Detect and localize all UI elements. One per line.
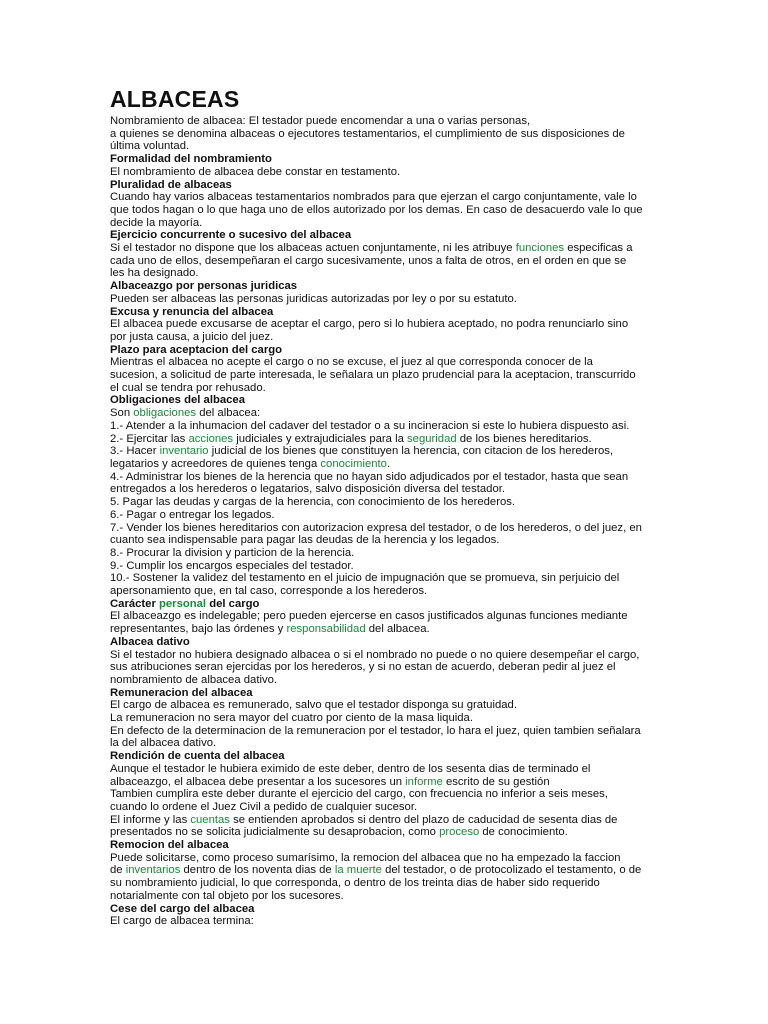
text-segment: legatarios y acreedores de quienes tenga: [110, 457, 321, 470]
text-segment: 5. Pagar las deudas y cargas de la herencia, con conocimiento de los herederos.: [110, 496, 516, 509]
section-heading: [110, 153, 660, 166]
text-segment: 3.- Hacer: [110, 445, 160, 458]
text-line: [110, 522, 660, 535]
text-segment: Pueden ser albaceas las personas juridicas autorizadas por ley o por su estatuto.: [110, 292, 517, 305]
text-line: [110, 649, 660, 662]
text-segment: 4.- Administrar los bienes de la herencia que no hayan sido adjudicados por el testador, hasta que sean: [110, 470, 629, 483]
text-segment: 7.- Vender los bienes hereditarios con autorizacion expresa del testador, o de los herederos, o del juez, en: [110, 521, 642, 534]
text-segment: de los bienes hereditarios.: [456, 432, 592, 445]
text-line: [110, 572, 660, 585]
text-line: [110, 420, 660, 433]
section-heading: [110, 839, 660, 852]
text-segment: cuando lo ordene el Juez Civil a pedido de cualquier sucesor.: [110, 800, 418, 813]
text-line: [110, 801, 660, 814]
inline-link[interactable]: seguridad: [407, 432, 457, 445]
text-line: [110, 191, 660, 204]
text-segment: Formalidad del nombramiento: [110, 153, 272, 166]
text-segment: que todos hagan o lo que haga uno de ellos autorizado por los demas. En caso de desacuerdo vale lo que: [110, 203, 643, 216]
text-line: [110, 560, 660, 573]
text-line: [110, 217, 660, 230]
text-line: [110, 166, 660, 179]
text-line: [110, 267, 660, 280]
text-segment: Carácter: [110, 597, 159, 610]
text-segment: nombramiento de albacea dativo.: [110, 673, 278, 686]
text-line: [110, 356, 660, 369]
text-line: [110, 826, 660, 839]
text-segment: especificas a: [564, 242, 633, 255]
text-segment: representantes, bajo las órdenes y: [110, 623, 287, 636]
section-heading: [110, 903, 660, 916]
text-line: [110, 674, 660, 687]
inline-link[interactable]: responsabilidad: [286, 623, 366, 636]
text-line: [110, 382, 660, 395]
text-line: [110, 776, 660, 789]
inline-link[interactable]: la muerte: [334, 864, 382, 877]
text-segment: del cargo: [206, 597, 260, 610]
text-segment: Si el testador no dispone que los albaceas actuen conjuntamente, ni les atribuye: [110, 242, 516, 255]
text-line: [110, 483, 660, 496]
text-line: [110, 877, 660, 890]
text-segment: judiciales y extrajudiciales para la: [233, 432, 408, 445]
section-heading: [110, 280, 660, 293]
text-segment: notarialmente con tal objeto por los sucesores.: [110, 889, 344, 902]
text-line: [110, 433, 660, 446]
text-segment: de: [110, 864, 126, 877]
text-segment: del albacea:: [196, 407, 261, 420]
inline-link[interactable]: funciones: [515, 242, 565, 255]
text-line: [110, 712, 660, 725]
inline-link[interactable]: inventario: [159, 445, 209, 458]
text-line: [110, 788, 660, 801]
text-line: [110, 623, 660, 636]
text-line: [110, 255, 660, 268]
text-segment: el cual se tendra por rehusado.: [110, 381, 266, 394]
text-line: [110, 496, 660, 509]
text-segment: Cese del cargo del albacea: [110, 902, 255, 915]
text-line: [110, 509, 660, 522]
text-segment: les ha designado.: [110, 267, 199, 280]
text-segment: La remuneracion no sera mayor del cuatro por ciento de la masa liquida.: [110, 712, 473, 725]
text-line: [110, 407, 660, 420]
text-line: [110, 458, 660, 471]
text-segment: la del albacea dativo.: [110, 737, 217, 750]
text-segment: Remuneracion del albacea: [110, 686, 253, 699]
section-heading: [110, 636, 660, 649]
text-segment: del testador, o de protocolizado el testamento, o de: [381, 864, 642, 877]
section-heading: [110, 394, 660, 407]
text-segment: 2.- Ejercitar las: [110, 432, 189, 445]
text-segment: 8.- Procurar la division y particion de la herencia.: [110, 546, 355, 559]
inline-link[interactable]: inventarios: [125, 864, 181, 877]
text-segment: sus atribuciones seran ejercidas por los herederos, y si no estan de acuerdo, deberan pedir al juez el: [110, 661, 616, 674]
text-segment: de conocimiento.: [479, 826, 568, 839]
text-segment: Si el testador no hubiera designado albacea o si el nombrado no puede o no quiere desempeñar el cargo,: [110, 648, 640, 661]
section-heading: [110, 179, 660, 192]
text-line: [110, 737, 660, 750]
text-line: [110, 814, 660, 827]
text-line: [110, 204, 660, 217]
text-line: [110, 699, 660, 712]
text-line: [110, 445, 660, 458]
text-segment: Albacea dativo: [110, 635, 190, 648]
text-segment: Aunque el testador le hubiera eximido de este deber, dentro de los sesenta dias de terminado el: [110, 762, 591, 775]
text-segment: última voluntad.: [110, 140, 190, 153]
text-segment: del albacea.: [365, 623, 430, 636]
text-segment: judicial de los bienes que constituyen la herencia, con citacion de los herederos,: [208, 445, 614, 458]
text-line: [110, 852, 660, 865]
text-segment: dentro de los noventa dias de: [180, 864, 335, 877]
text-segment: Pluralidad de albaceas: [110, 178, 232, 191]
text-segment: su nombramiento judicial, lo que corresponda, o dentro de los treinta dias de haber sido requerido: [110, 877, 600, 890]
text-segment: decide la mayoría.: [110, 216, 203, 229]
text-segment: Nombramiento de albacea: El testador puede encomendar a una o varias personas,: [110, 115, 531, 127]
text-segment: Rendición de cuenta del albacea: [110, 750, 285, 763]
text-line: [110, 661, 660, 674]
inline-link[interactable]: acciones: [188, 432, 234, 445]
text-line: [110, 534, 660, 547]
text-line: [110, 293, 660, 306]
text-segment: Mientras el albacea no acepte el cargo o no se excuse, el juez al que corresponda conocer de la: [110, 356, 593, 369]
text-segment: 10.- Sostener la validez del testamento en el juicio de impugnación que se promueva, sin perjuicio del: [110, 572, 620, 585]
text-segment: albaceazgo, el albacea debe presentar a los sucesores un: [110, 775, 406, 788]
text-line: [110, 915, 660, 928]
text-segment: Son: [110, 407, 134, 420]
text-segment: 6.- Pagar o entregar los legados.: [110, 508, 275, 521]
text-segment: El nombramiento de albacea debe constar en testamento.: [110, 165, 401, 178]
text-line: [110, 547, 660, 560]
text-segment: cuanto sea indispensable para pagar las deudas de la herencia y los legados.: [110, 534, 500, 547]
inline-link[interactable]: personal: [158, 597, 207, 610]
text-segment: El cargo de albacea termina:: [110, 915, 254, 928]
text-line: [110, 864, 660, 877]
text-segment: a quienes se denomina albaceas o ejecutores testamentarios, el cumplimiento de sus disposiciones de: [110, 127, 625, 140]
text-line: [110, 585, 660, 598]
section-heading: [110, 750, 660, 763]
text-segment: El informe y las: [110, 813, 191, 826]
text-segment: El albaceazgo es indelegable; pero pueden ejercerse en casos justificados algunas funciones mediante: [110, 610, 628, 623]
text-segment: Plazo para aceptacion del cargo: [110, 343, 283, 356]
text-line: [110, 471, 660, 484]
text-segment: En defecto de la determinacion de la remuneracion por el testador, lo hara el juez, quien tambien señalara: [110, 724, 641, 737]
text-segment: .: [386, 457, 391, 470]
text-segment: por justa causa, a juicio del juez.: [110, 330, 274, 343]
text-line: [110, 140, 660, 153]
inline-link[interactable]: obligaciones: [133, 407, 197, 420]
section-heading: [110, 687, 660, 700]
text-line: [110, 725, 660, 738]
text-segment: Puede solicitarse, como proceso sumarísimo, la remocion del albacea que no ha empezado la faccion: [110, 851, 621, 864]
text-segment: cada uno de ellos, desempeñaran el cargo sucesivamente, unos a falta de otros, en el orden en que se: [110, 254, 627, 267]
document-body: [110, 86, 660, 928]
text-segment: apersonamiento que, en tal caso, corresponde a los herederos.: [110, 585, 428, 598]
text-segment: sucesion, a solicitud de parte interesada, le señalara un plazo prudencial para la aceptacion, transcurrido: [110, 369, 636, 382]
text-line: [110, 242, 660, 255]
text-line: [110, 890, 660, 903]
text-segment: Obligaciones del albacea: [110, 394, 245, 407]
document-text: [110, 115, 660, 928]
inline-link[interactable]: cuentas: [190, 813, 230, 826]
text-line: [110, 763, 660, 776]
text-segment: Tambien cumplira este deber durante el ejercicio del cargo, con frecuencia no inferior a seis meses,: [110, 788, 608, 801]
text-line: [110, 318, 660, 331]
text-segment: se entienden aprobados si dentro del plazo de caducidad de sesenta dias de: [229, 813, 618, 826]
text-segment: 1.- Atender a la inhumacion del cadaver del testador o a su incineracion si este lo hubiera dispuesto asi.: [110, 419, 630, 432]
inline-link[interactable]: informe: [405, 775, 443, 788]
text-segment: El albacea puede excusarse de aceptar el cargo, pero si lo hubiera aceptado, no podra renunciarlo sino: [110, 318, 629, 331]
text-segment: 9.- Cumplir los encargos especiales del testador.: [110, 559, 354, 572]
text-line: [110, 369, 660, 382]
text-line: [110, 331, 660, 344]
page-title: ALBACEAS: [110, 86, 240, 112]
section-heading: [110, 344, 660, 357]
text-segment: Ejercicio concurrente o sucesivo del albacea: [110, 229, 352, 242]
text-line: [110, 128, 660, 141]
text-segment: Remocion del albacea: [110, 839, 229, 852]
section-heading: [110, 306, 660, 319]
text-segment: presentados no se solicita judicialmente su desaprobacion, como: [110, 826, 440, 839]
text-segment: entregados a los herederos o legatarios, salvo disposición diversa del testador.: [110, 483, 505, 496]
text-line: [110, 610, 660, 623]
inline-link[interactable]: proceso: [439, 826, 480, 839]
section-heading: [110, 229, 660, 242]
text-line: [110, 115, 660, 128]
text-segment: escrito de su gestión: [442, 775, 550, 788]
text-segment: Albaceazgo por personas juridicas: [110, 280, 298, 293]
text-segment: Excusa y renuncia del albacea: [110, 305, 274, 318]
text-segment: Cuando hay varios albaceas testamentarios nombrados para que ejerzan el cargo conjuntamente, vale lo: [110, 191, 637, 204]
section-heading: [110, 598, 660, 611]
inline-link[interactable]: conocimiento: [320, 457, 387, 470]
text-segment: El cargo de albacea es remunerado, salvo que el testador disponga su gratuidad.: [110, 699, 517, 712]
